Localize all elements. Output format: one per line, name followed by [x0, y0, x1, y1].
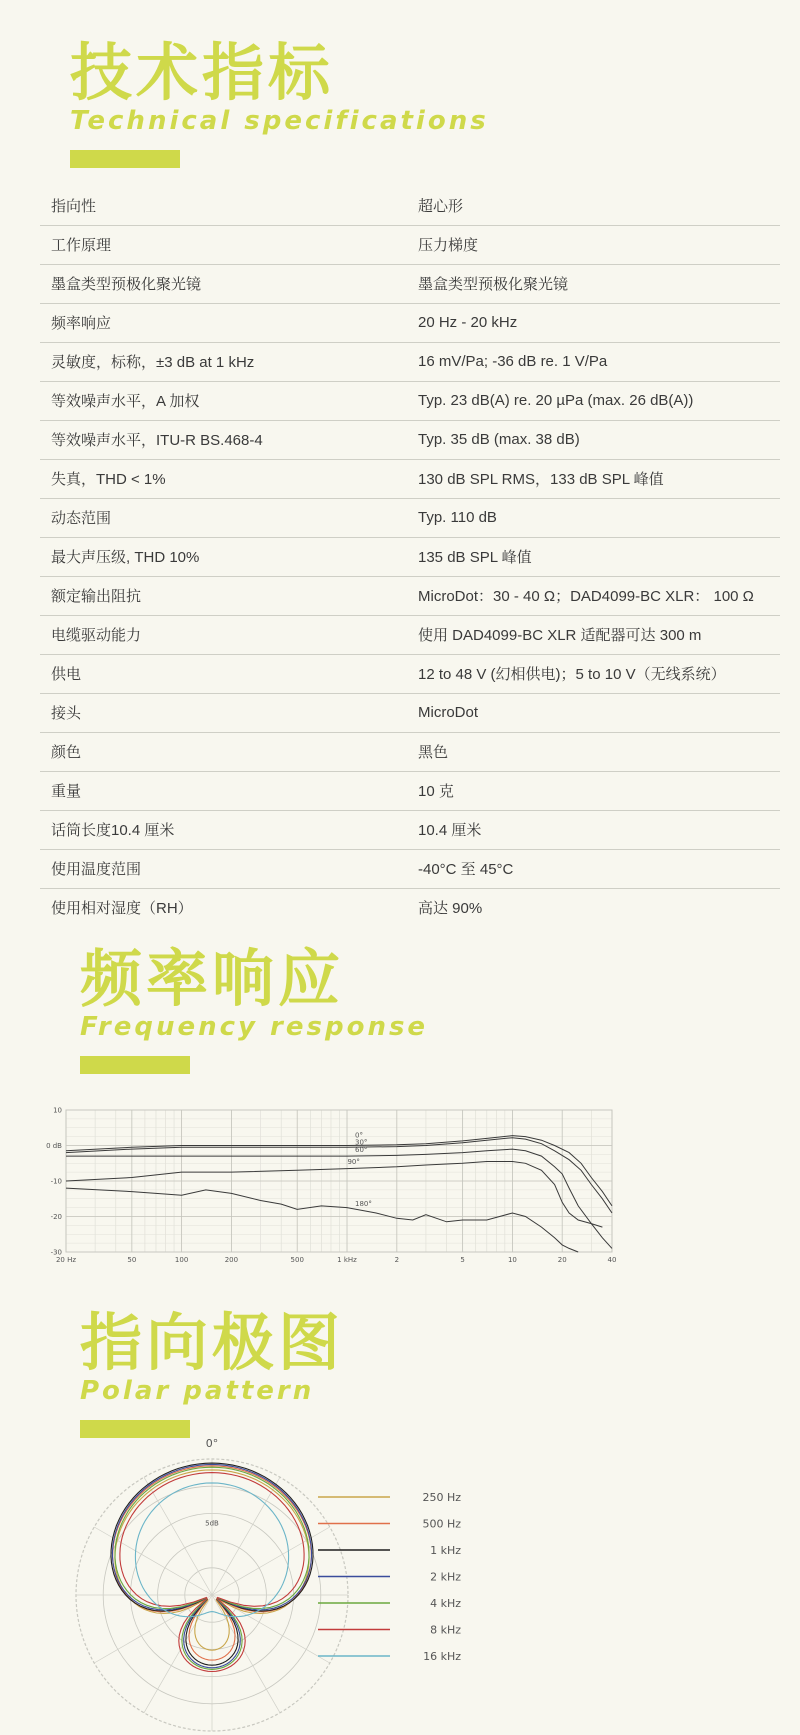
legend-label: 4 kHz [430, 1597, 461, 1610]
spec-value: 10.4 厘米 [407, 810, 780, 849]
series-label: 90° [347, 1157, 360, 1166]
spec-value: 135 dB SPL 峰值 [407, 537, 780, 576]
table-row [40, 810, 780, 849]
spec-key: 指向性 [40, 186, 407, 225]
polar-title-en: Polar pattern [80, 1376, 315, 1406]
spec-value: Typ. 35 dB (max. 38 dB) [407, 420, 780, 459]
spec-value: 12 to 48 V (幻相供电)；5 to 10 V（无线系统） [407, 654, 780, 693]
spec-value: MicroDot [407, 693, 780, 732]
table-row [40, 264, 780, 303]
spec-value: 压力梯度 [407, 225, 780, 264]
spec-key: 电缆驱动能力 [40, 615, 407, 654]
x-tick-label: 20 [557, 1256, 567, 1264]
legend-label: 16 kHz [423, 1650, 461, 1663]
spec-value: 10 克 [407, 771, 780, 810]
spec-value: 16 mV/Pa; -36 dB re. 1 V/Pa [407, 342, 780, 381]
polar-radius-label: 5dB [205, 1519, 219, 1528]
spec-key: 工作原理 [40, 225, 407, 264]
table-row [40, 576, 780, 615]
table-row [40, 342, 780, 381]
spec-key: 最大声压级, THD 10% [40, 537, 407, 576]
spec-key: 使用相对湿度（RH） [51, 900, 193, 918]
spec-key: 墨盒类型预极化聚光镜 [40, 264, 407, 303]
spec-key: 灵敏度，标称，±3 dB at 1 kHz [40, 342, 407, 381]
spec-value: 高达 90% [418, 900, 483, 918]
y-tick-label: -10 [50, 1177, 62, 1186]
x-tick-label: 2 [394, 1256, 400, 1264]
specs-header [70, 36, 489, 168]
polar-spoke [212, 1477, 280, 1595]
legend-label: 500 Hz [422, 1517, 461, 1531]
x-tick-label: 1 kHz [337, 1256, 357, 1264]
spec-key: 使用温度范围 [40, 849, 407, 888]
series-label: 0° [355, 1131, 363, 1140]
spec-value: Typ. 110 dB [407, 498, 780, 537]
x-tick-label: 20 Hz [55, 1256, 77, 1264]
table-row [40, 498, 780, 537]
spec-key: 额定输出阻抗 [40, 576, 407, 615]
y-tick-label: 10 [53, 1106, 62, 1115]
table-row [40, 186, 780, 225]
polar-pattern-chart [60, 1435, 500, 1735]
x-tick-label: 5 [460, 1256, 465, 1264]
spec-value: -40°C 至 45°C [407, 849, 780, 888]
spec-value: 使用 DAD4099-BC XLR 适配器可达 300 m [407, 615, 780, 654]
spec-key: 接头 [40, 693, 407, 732]
polar-spoke [144, 1477, 212, 1595]
spec-value: 130 dB SPL RMS，133 dB SPL 峰值 [407, 459, 780, 498]
table-row [40, 693, 780, 732]
x-tick-label: 200 [224, 1256, 239, 1264]
freq-title-cn: 频率响应 [80, 942, 345, 1015]
series-label: 60° [355, 1145, 368, 1154]
freq-header [80, 942, 429, 1074]
table-row [40, 615, 780, 654]
series-label: 180° [355, 1199, 372, 1208]
table-row [40, 225, 780, 264]
spec-key: 频率响应 [40, 303, 407, 342]
title-underline-bar [80, 1056, 190, 1074]
spec-value: Typ. 23 dB(A) re. 20 µPa (max. 26 dB(A)) [407, 381, 780, 420]
legend-label: 1 kHz [430, 1544, 461, 1557]
polar-title-cn: 指向极图 [80, 1306, 345, 1379]
freq-title-en: Frequency response [80, 1012, 429, 1042]
spec-value: 20 Hz - 20 kHz [407, 303, 780, 342]
table-row [40, 420, 780, 459]
spec-value: MicroDot：30 - 40 Ω；DAD4099-BC XLR： 100 Ω [407, 576, 780, 615]
table-row [40, 654, 780, 693]
polar-angle-label: 0° [205, 1437, 219, 1450]
specs-title-cn: 技术指标 [70, 36, 335, 109]
spec-key: 颜色 [40, 732, 407, 771]
spec-value: 黑色 [407, 732, 780, 771]
x-tick-label: 50 [127, 1256, 137, 1264]
legend-label: 8 kHz [430, 1623, 461, 1637]
legend-label: 250 Hz [422, 1491, 461, 1504]
x-tick-label: 10 [507, 1256, 517, 1264]
polar-spoke [212, 1527, 330, 1595]
y-tick-label: -30 [50, 1248, 62, 1257]
x-tick-label: 40 [607, 1256, 617, 1264]
table-row [40, 381, 780, 420]
title-underline-bar [70, 150, 180, 168]
specs-title-en: Technical specifications [70, 106, 489, 136]
frequency-response-chart [40, 1100, 620, 1275]
spec-value: 超心形 [407, 186, 780, 225]
legend-label: 2 kHz [430, 1570, 461, 1584]
polar-spoke [94, 1527, 212, 1595]
x-tick-label: 100 [174, 1256, 189, 1264]
series-label: 30° [355, 1138, 368, 1147]
table-row [40, 771, 780, 810]
y-tick-label: 0 dB [46, 1142, 62, 1150]
table-row [40, 849, 780, 888]
y-tick-label: -20 [50, 1213, 62, 1221]
spec-value: 墨盒类型预极化聚光镜 [407, 264, 780, 303]
spec-key: 话筒长度10.4 厘米 [40, 810, 407, 849]
x-tick-label: 500 [290, 1256, 304, 1264]
spec-key: 重量 [40, 771, 407, 810]
spec-key: 等效噪声水平，A 加权 [40, 381, 407, 420]
specs-table [40, 186, 780, 927]
spec-key: 等效噪声水平，ITU-R BS.468-4 [40, 420, 407, 459]
spec-key: 失真，THD < 1% [40, 459, 407, 498]
table-row [40, 732, 780, 771]
spec-key: 供电 [40, 654, 407, 693]
table-row [40, 888, 780, 927]
table-row [40, 459, 780, 498]
table-row [40, 537, 780, 576]
polar-header [80, 1306, 345, 1438]
table-row [40, 303, 780, 342]
spec-key: 动态范围 [40, 498, 407, 537]
